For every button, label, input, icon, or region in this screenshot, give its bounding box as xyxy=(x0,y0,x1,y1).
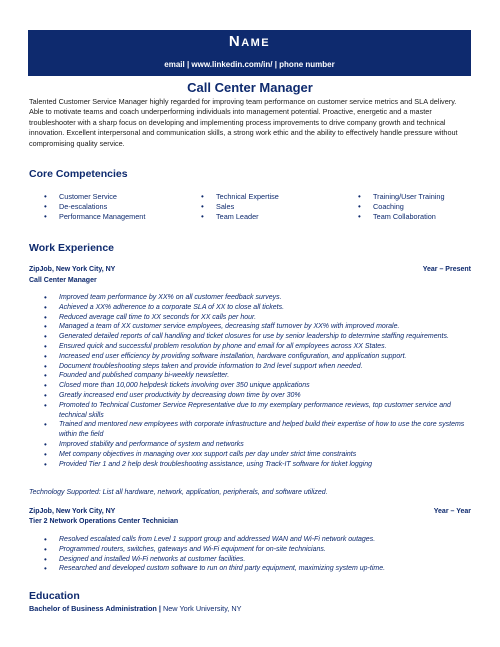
bullet-item: • Ensured quick and successful problem resolution by phone and email for all employees across XX States. xyxy=(29,342,471,352)
job-company: ZipJob, New York City, NY xyxy=(29,508,116,515)
education-separator: | xyxy=(156,604,163,613)
bullet-item: • Document troubleshooting steps taken and provide information to 2nd level support when needed. xyxy=(29,362,471,372)
job-bullets xyxy=(29,535,471,574)
job-bullets xyxy=(29,293,471,469)
school: New York University, NY xyxy=(162,604,242,613)
competency-column-2 xyxy=(201,192,279,223)
competency-item: • Team Leader xyxy=(201,212,279,222)
job-role: Tier 2 Network Operations Center Technician xyxy=(29,518,179,525)
education-heading: Education xyxy=(29,590,80,602)
competency-item: • Training/User Training xyxy=(358,192,445,202)
bullet-item: • Designed and installed Wi-Fi networks at customer facilities. xyxy=(29,555,471,565)
candidate-name: Name xyxy=(228,33,271,50)
education-line xyxy=(29,604,242,613)
bullet-item: • Greatly increased end user productivity by decreasing down time by over 30% xyxy=(29,391,471,401)
bullet-item: • Met company objectives in managing over xxx support calls per day under strict time constraints xyxy=(29,450,471,460)
competency-column-3 xyxy=(358,192,445,223)
bullet-item: • Resolved escalated calls from Level 1 support group and addressed WAN and Wi-Fi network outages. xyxy=(29,535,471,545)
bullet-item: • Provided Tier 1 and 2 help desk troubleshooting assistance, using Track-IT software for ticket logging xyxy=(29,460,471,470)
bullet-item: • Increased end user efficiency by providing software installation, hardware configuration, and application support. xyxy=(29,352,471,362)
bullet-item: • Improved team performance by XX% on all customer feedback surveys. xyxy=(29,293,471,303)
competency-item: • Performance Management xyxy=(44,212,145,222)
degree: Bachelor of Business Administration xyxy=(29,604,157,613)
summary-paragraph: Talented Customer Service Manager highly regarded for improving team performance on customer service metrics and SLA delivery. Able to motivate teams and coach underperforming individuals into management potential. Proactive, energetic and a master troubleshooter with a sharp focus on developing and implementing process improvements to drive company growth and technical innovation. Excellent interpersonal and communication skills, a strong work ethic and the ability to effectively handle pressure without compromising quality service. xyxy=(29,97,458,148)
competency-item: • Sales xyxy=(201,202,279,212)
competency-item: • Technical Expertise xyxy=(201,192,279,202)
bullet-item: • Promoted to Technical Customer Service Representative due to my exemplary performance reviews, top customer service and technical skills xyxy=(29,401,471,421)
bullet-item: • Managed a team of XX customer service employees, decreasing staff turnover by XX% with improved morale. xyxy=(29,322,471,332)
contact-line: email | www.linkedin.com/in/ | phone number xyxy=(164,60,335,69)
job-header xyxy=(29,266,471,273)
job-company: ZipJob, New York City, NY xyxy=(29,266,116,273)
header-banner xyxy=(28,30,471,76)
competency-item: • Team Collaboration xyxy=(358,212,445,222)
bullet-item: • Closed more than 10,000 helpdesk tickets involving over 350 unique applications xyxy=(29,381,471,391)
job-title: Call Center Manager xyxy=(187,80,313,95)
bullet-item: • Trained and mentored new employees with corporate infrastructure and helped build their expertise of how to use the core systems within the field xyxy=(29,420,471,440)
competencies-heading: Core Competencies xyxy=(29,168,128,180)
experience-heading: Work Experience xyxy=(29,242,115,254)
competency-column-1 xyxy=(44,192,145,223)
job-dates: Year – Present xyxy=(422,266,471,273)
competency-item: • Coaching xyxy=(358,202,445,212)
job-dates: Year – Year xyxy=(433,508,471,515)
competency-item: • Customer Service xyxy=(44,192,145,202)
bullet-item: • Researched and developed custom software to run on third party equipment, maximizing system up-time. xyxy=(29,564,471,574)
job-header xyxy=(29,508,471,515)
competency-item: • De-escalations xyxy=(44,202,145,212)
bullet-item: • Programmed routers, switches, gateways and Wi-Fi equipment for on-site technicians. xyxy=(29,545,471,555)
bullet-item: • Improved stability and performance of system and networks xyxy=(29,440,471,450)
bullet-item: • Generated detailed reports of call handling and ticket closures for use by senior leadership to determine staffing requirements. xyxy=(29,332,471,342)
bullet-item: • Founded and published company bi-weekly newsletter. xyxy=(29,371,471,381)
job-role: Call Center Manager xyxy=(29,277,97,284)
bullet-item: • Reduced average call time to XX seconds for XX calls per hour. xyxy=(29,313,471,323)
bullet-item: • Achieved a XX% adherence to a corporate SLA of XX to close all tickets. xyxy=(29,303,471,313)
technology-supported: Technology Supported: List all hardware, network, application, peripherals, and software utilized. xyxy=(29,489,328,496)
